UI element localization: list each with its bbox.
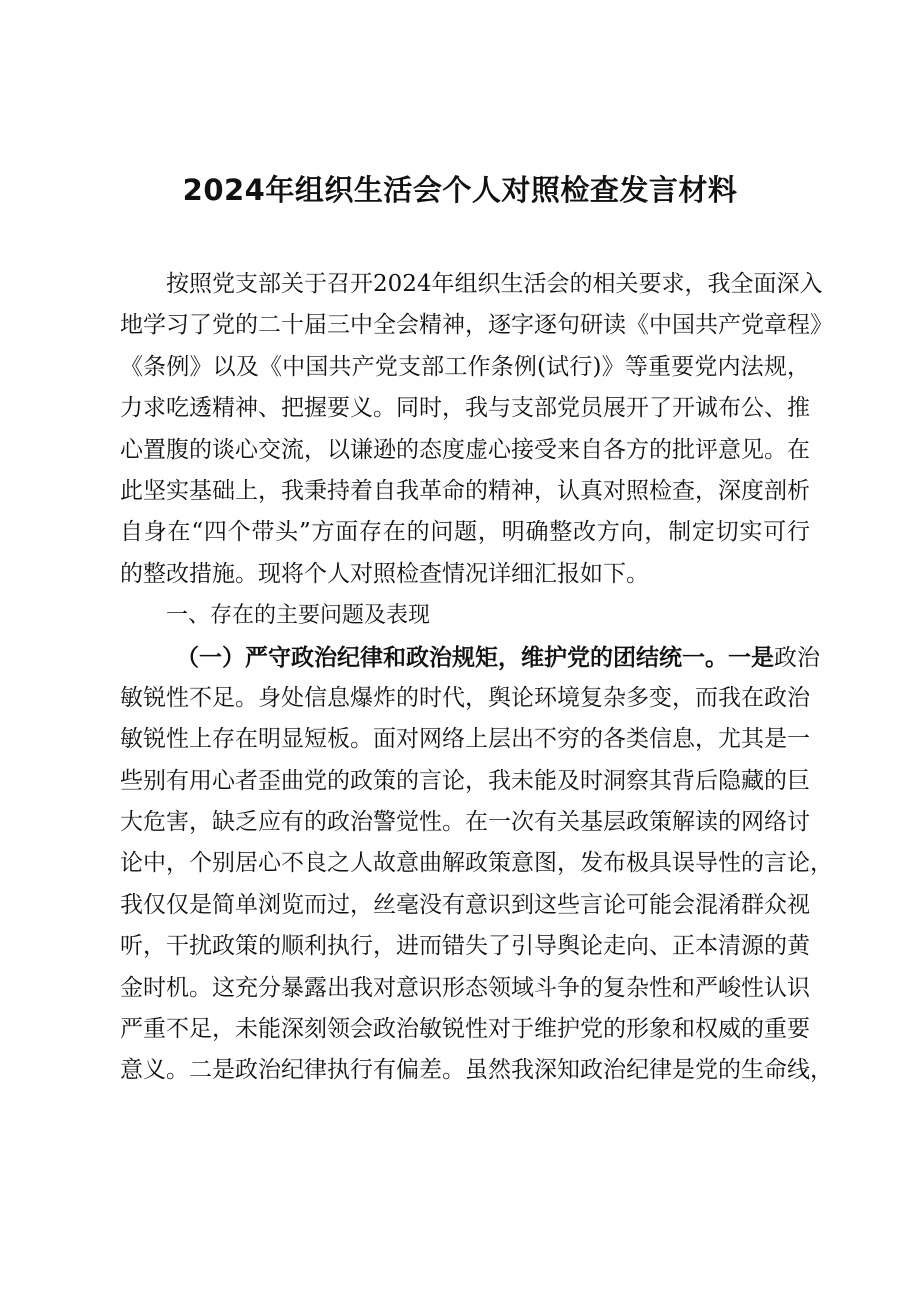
intro-paragraph-line: 此坚实基础上，我秉持着自我革命的精神，认真对照检查，深度剖析: [120, 477, 810, 504]
body-paragraph-line: 听，干扰政策的顺利执行，进而错失了引导舆论走向、正本清源的黄: [120, 933, 810, 960]
intro-paragraph-line: 地学习了党的二十届三中全会精神，逐字逐句研读《中国共产党章程》: [120, 312, 833, 339]
body-paragraph-line: 论中，个别居心不良之人故意曲解政策意图，发布极具误导性的言论，: [120, 850, 833, 877]
body-paragraph-line: 严重不足，未能深刻领会政治敏锐性对于维护党的形象和权威的重要: [120, 1016, 810, 1043]
body-paragraph-line: 我仅仅是简单浏览而过，丝毫没有意识到这些言论可能会混淆群众视: [120, 891, 810, 918]
intro-paragraph-line: 的整改措施。现将个人对照检查情况详细汇报如下。: [120, 560, 649, 587]
document-title: 2024年组织生活会个人对照检查发言材料: [182, 173, 738, 207]
subsection-heading-bold: （一）严守政治纪律和政治规矩，维护党的团结统一。一是: [176, 643, 774, 671]
intro-paragraph-line: 自身在“四个带头”方面存在的问题，明确整改方向，制定切实可行: [120, 519, 810, 546]
intro-paragraph-line: 心置腹的谈心交流，以谦逊的态度虚心接受来自各方的批评意见。在: [120, 436, 810, 463]
intro-paragraph-line: 《条例》以及《中国共产党支部工作条例(试行)》等重要党内法规，: [120, 353, 810, 380]
intro-paragraph-line: 力求吃透精神、把握要义。同时，我与支部党员展开了开诚布公、推: [120, 395, 810, 422]
subsection-heading-rest: 政治: [774, 644, 820, 671]
body-paragraph-line: 大危害，缺乏应有的政治警觉性。在一次有关基层政策解读的网络讨: [120, 809, 810, 836]
section-heading: 一、存在的主要问题及表现: [166, 603, 431, 629]
subsection-heading-line: [120, 637, 820, 678]
body-paragraph-line: 意义。二是政治纪律执行有偏差。虽然我深知政治纪律是党的生命线，: [120, 1057, 833, 1084]
body-paragraph-line: 敏锐性不足。身处信息爆炸的时代，舆论环境复杂多变，而我在政治: [120, 684, 810, 711]
document-body: [120, 264, 833, 1092]
body-paragraph-line: 金时机。这充分暴露出我对意识形态领域斗争的复杂性和严峻性认识: [120, 974, 810, 1001]
intro-paragraph-line: 按照党支部关于召开2024年组织生活会的相关要求，我全面深入: [166, 271, 823, 297]
body-paragraph-line: 些别有用心者歪曲党的政策的言论，我未能及时洞察其背后隐藏的巨: [120, 767, 810, 794]
body-paragraph-line: 敏锐性上存在明显短板。面对网络上层出不穷的各类信息，尤其是一: [120, 726, 810, 753]
